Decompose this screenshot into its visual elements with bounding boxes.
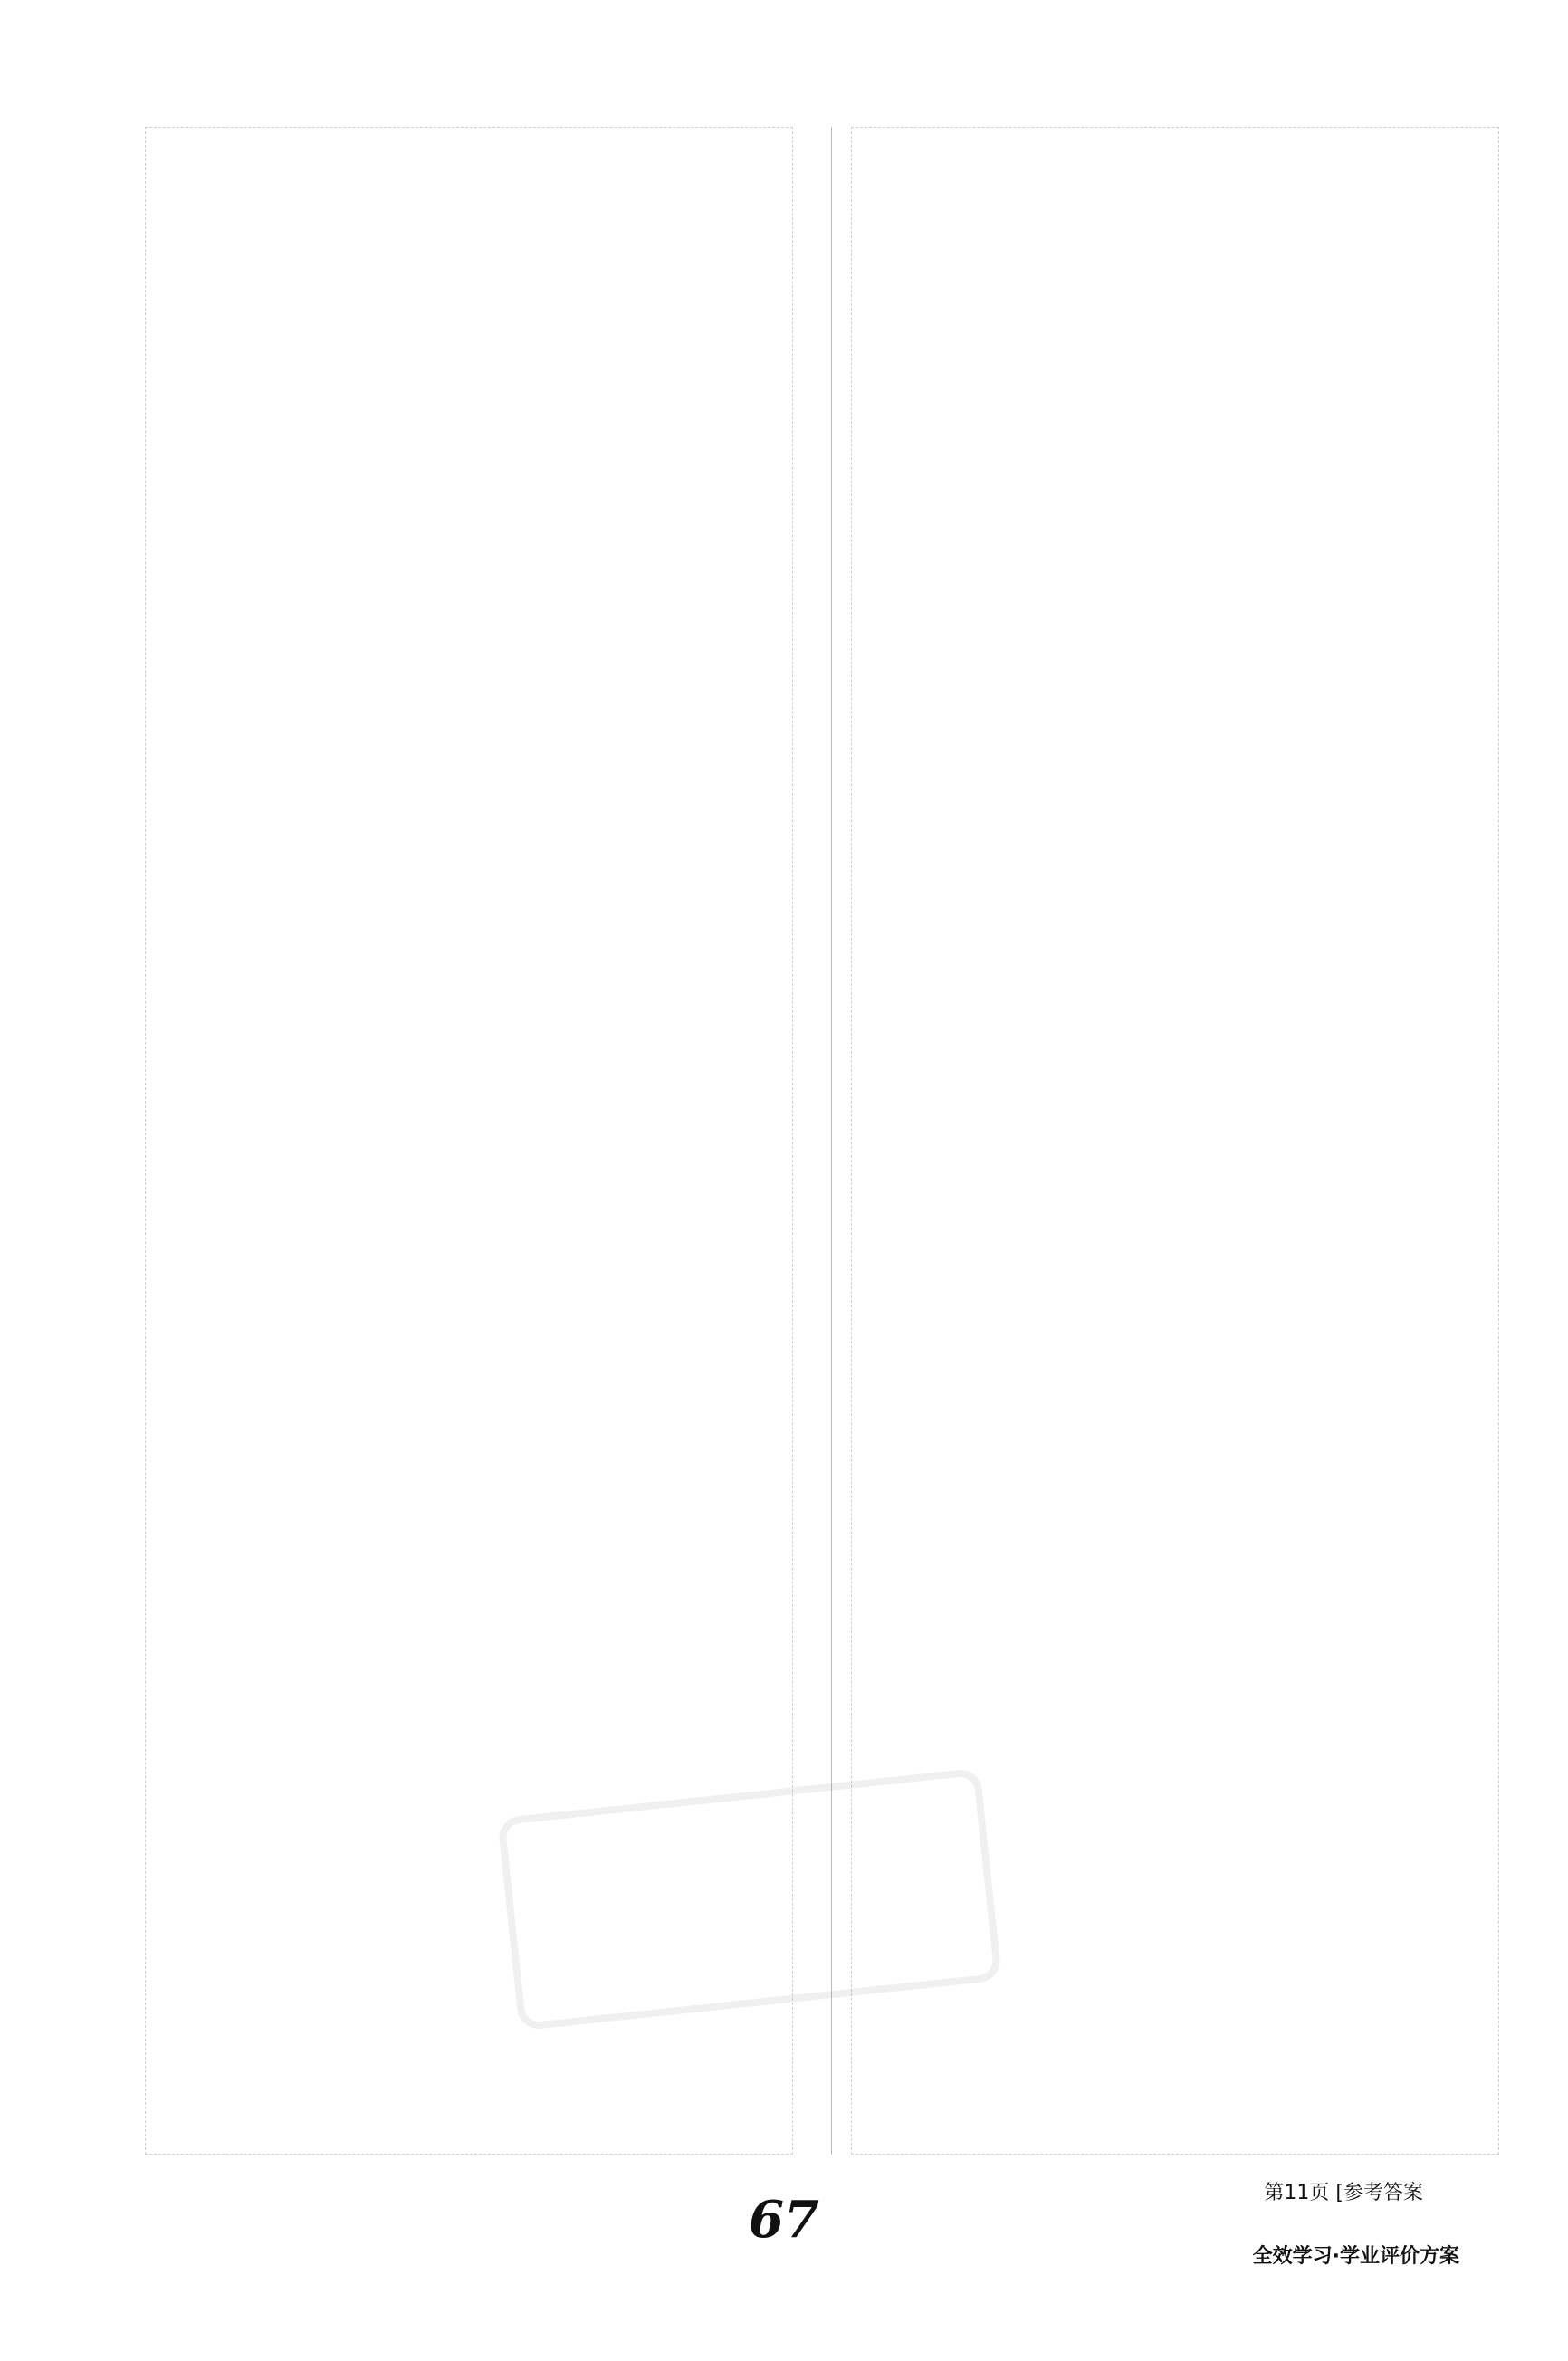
page-number: 67 — [749, 2190, 819, 2250]
footer-series-title: 全效学习·学业评价方案 — [1252, 2245, 1459, 2268]
page-label: 第11页 [参考答案 — [1264, 2182, 1423, 2204]
